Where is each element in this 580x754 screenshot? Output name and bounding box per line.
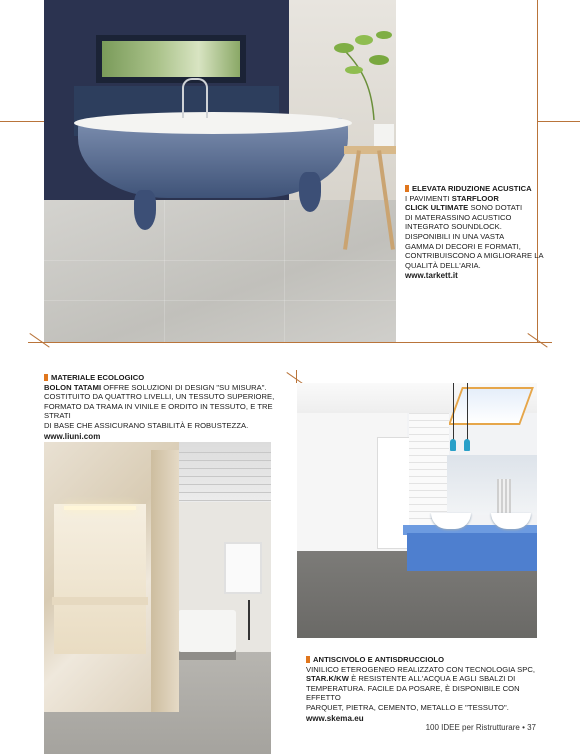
accent-square-icon: [306, 656, 310, 663]
bedroom-photo: [44, 442, 271, 754]
crop-mark-vertical-mid: [296, 370, 297, 383]
crop-mark-vertical-right: [537, 0, 538, 342]
caption-heading: MATERIALE ECOLOGICO: [44, 373, 284, 383]
bathtub-photo: [44, 0, 396, 342]
page-folio: 100 IDEE per Ristrutturare • 37: [425, 723, 536, 732]
caption-skema: ANTISCIVOLO E ANTISDRUCCIOLO VINILICO ETEROGENEO REALIZZATO CON TECNOLOGIA SPC, STAR.K/KW È RESISTENTE ALL'ACQUA E AGLI SBALZI DI TEMPERATURA. FACILE DA POSARE, È DISPONIBILE CON EFFETTO PARQUET, PIETRA, CEMENTO, METALLO E "TESSUTO". www.skema.eu: [306, 655, 546, 723]
accent-square-icon: [44, 374, 48, 381]
crop-mark-top-right: [537, 121, 580, 122]
crop-mark-top-left: [0, 121, 44, 122]
caption-url[interactable]: www.tarkett.it: [405, 271, 458, 281]
caption-tarkett: ELEVATA RIDUZIONE ACUSTICA I PAVIMENTI STARFLOOR CLICK ULTIMATE SONO DOTATI DI MATERASSINO ACUSTICO INTEGRATO SOUNDLOCK. DISPONIBILI IN UNA VASTA GAMMA DI DECORI E FORMATI, CONTRIBUISCONO A MIGLIORARE LA QUALITÀ DELL'ARIA. www.tarkett.it: [405, 184, 544, 281]
caption-heading: ANTISCIVOLO E ANTISDRUCCIOLO: [306, 655, 546, 665]
caption-liuni: MATERIALE ECOLOGICO BOLON TATAMI OFFRE SOLUZIONI DI DESIGN "SU MISURA". COSTITUITO DA QUATTRO LIVELLI, UN TESSUTO SUPERIORE, FORMATO DA TRAMA IN VINILE E ORDITO IN TESSUTO, E TRE STRATI DI BASE CHE ASSICURANO STABILITÀ E ROBUSTEZZA. www.liuni.com: [44, 373, 284, 441]
caption-url[interactable]: www.skema.eu: [306, 713, 364, 723]
crop-mark-middle: [28, 342, 552, 343]
caption-heading: ELEVATA RIDUZIONE ACUSTICA: [405, 184, 545, 194]
blue-vanity-bathroom-photo: [297, 383, 537, 638]
accent-square-icon: [405, 185, 409, 192]
caption-url[interactable]: www.liuni.com: [44, 431, 101, 441]
